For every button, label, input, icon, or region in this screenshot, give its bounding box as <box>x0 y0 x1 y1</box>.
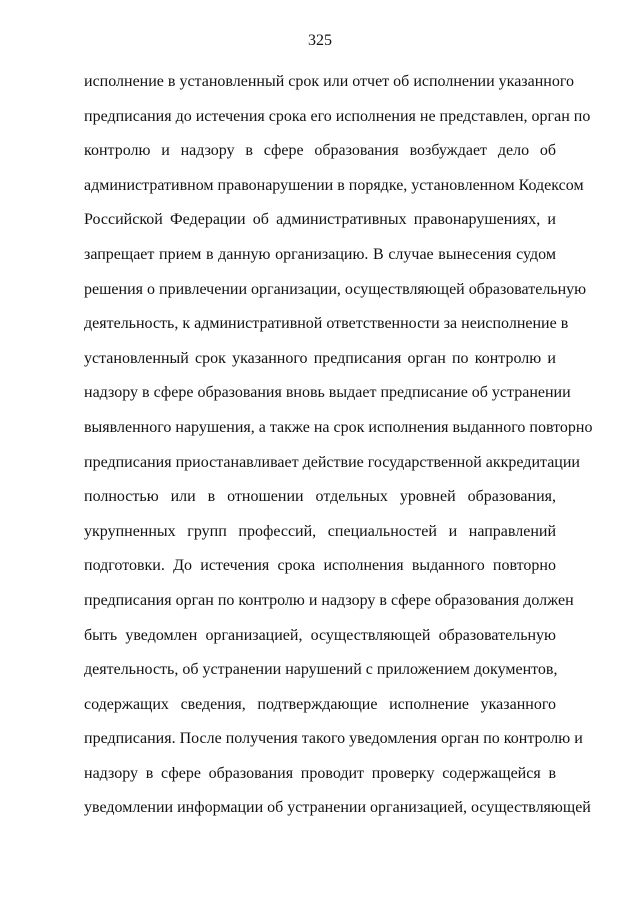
text-line: деятельность, к административной ответственности за неисполнение в <box>84 315 569 333</box>
body-text <box>84 65 593 826</box>
text-line: предписания приостанавливает действие государственной аккредитации <box>84 453 580 471</box>
text-line: предписания. После получения такого уведомления орган по контролю и <box>84 730 583 748</box>
text-line: надзору в сфере образования вновь выдает предписание об устранении <box>84 384 571 402</box>
text-line: полностью или в отношении отдельных уровней образования, <box>84 488 556 506</box>
text-line: содержащих сведения, подтверждающие исполнение указанного <box>84 695 556 713</box>
text-line: административном правонарушении в порядке, установленном Кодексом <box>84 176 584 194</box>
text-line: контролю и надзору в сфере образования возбуждает дело об <box>84 142 556 160</box>
text-line: установленный срок указанного предписания орган по контролю и <box>84 349 556 367</box>
text-line: выявленного нарушения, а также на срок исполнения выданного повторно <box>84 418 593 436</box>
page-number: 325 <box>308 32 332 49</box>
text-line: быть уведомлен организацией, осуществляющей образовательную <box>84 626 556 644</box>
text-line: укрупненных групп профессий, специальностей и направлений <box>84 522 556 540</box>
text-line: решения о привлечении организации, осуществляющей образовательную <box>84 280 587 298</box>
text-line: подготовки. До истечения срока исполнения выданного повторно <box>84 557 556 575</box>
text-line: надзору в сфере образования проводит проверку содержащейся в <box>84 764 556 782</box>
text-line: предписания до истечения срока его исполнения не представлен, орган по <box>84 107 591 125</box>
text-line: запрещает прием в данную организацию. В случае вынесения судом <box>84 245 556 263</box>
text-line: уведомлении информации об устранении организацией, осуществляющей <box>84 799 591 817</box>
text-line: предписания орган по контролю и надзору в сфере образования должен <box>84 591 574 609</box>
text-line: исполнение в установленный срок или отчет об исполнении указанного <box>84 73 575 90</box>
text-line: деятельность, об устранении нарушений с приложением документов, <box>84 661 558 679</box>
text-line: Российской Федерации об административных правонарушениях, и <box>84 211 556 229</box>
